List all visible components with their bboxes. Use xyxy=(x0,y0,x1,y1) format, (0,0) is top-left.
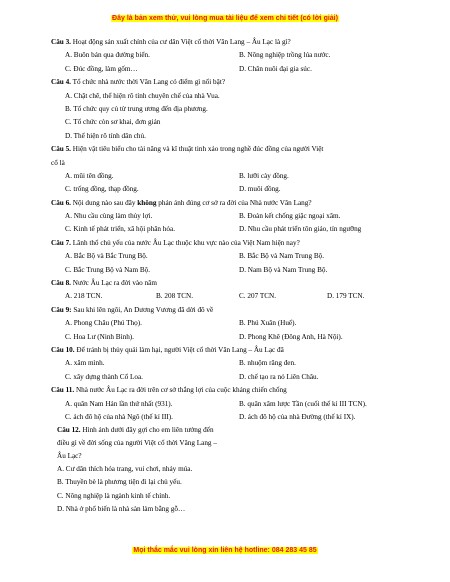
option-d: D. chế tạo ra nỏ Liên Châu. xyxy=(239,372,319,381)
question-6 xyxy=(51,197,391,210)
options-row xyxy=(51,411,391,424)
option-b: B. Tổ chức quy củ từ trung ương đến địa phương. xyxy=(65,104,208,113)
option-c: C. ách đô hộ của nhà Ngô (thế kỉ III). xyxy=(65,412,173,421)
question-3 xyxy=(51,36,391,49)
question-number: Câu 7. xyxy=(51,238,71,247)
question-8 xyxy=(51,277,391,290)
question-number: Câu 8. xyxy=(51,279,71,288)
question-11 xyxy=(51,384,391,397)
document-body xyxy=(51,36,391,517)
question-text: Nhà nước Âu Lạc ra đời trên cơ sở thắng lợi của cuộc kháng chiến chống xyxy=(74,386,287,395)
option-d: D. Nhu cầu phát triển tôn giáo, tín ngưỡng xyxy=(239,225,362,234)
question-number: Câu 11. xyxy=(51,386,75,395)
options-row xyxy=(51,331,391,344)
options-row xyxy=(51,290,391,303)
question-text: Tổ chức nhà nước thời Văn Lang có điểm gì nổi bật? xyxy=(70,78,226,87)
options-row xyxy=(51,63,391,76)
question-number: Câu 3. xyxy=(51,38,71,46)
question-number: Câu 6. xyxy=(51,198,71,207)
option-c: C. Bắc Trung Bộ và Nam Bộ. xyxy=(65,265,151,274)
option-a: A. 218 TCN. xyxy=(65,292,103,301)
option-b: B. Bắc Bộ và Nam Trung Bộ. xyxy=(239,252,325,261)
question-12 xyxy=(51,424,223,463)
question-text: Hoạt động sản xuất chính của cư dân Việt cổ thời Văn Lang – Âu Lạc là gì? xyxy=(70,38,291,46)
emphasis-word: không xyxy=(137,198,157,207)
options-row xyxy=(51,317,391,330)
options-row xyxy=(51,371,391,384)
hotline-banner xyxy=(0,546,450,555)
option-a: A. quân Nam Hán lần thứ nhất (931). xyxy=(65,399,173,408)
options-row xyxy=(51,250,391,263)
option-d: D. Nhà ở phổ biến là nhà sàn làm bằng gỗ… xyxy=(57,505,186,514)
hotline-text: Mọi thắc mắc vui lòng xin liên hệ hotline: 084 283 45 85 xyxy=(133,547,317,554)
option-b: B. lưỡi cày đồng. xyxy=(239,171,289,180)
option-c: C. Nông nghiệp là ngành kinh tế chính. xyxy=(57,491,171,500)
option-b: B. 208 TCN. xyxy=(156,292,194,301)
question-5 xyxy=(51,143,391,156)
question-number: Câu 12. xyxy=(57,426,81,435)
option-c: C. Tổ chức còn sơ khai, đơn giản xyxy=(65,118,161,127)
option-d: D. 179 TCN. xyxy=(327,292,365,301)
option-a: A. Cư dân thích hóa trang, vui chơi, nhảy múa. xyxy=(57,465,193,474)
question-text: Nước Âu Lạc ra đời vào năm xyxy=(70,279,157,288)
option-a: A. Bắc Bộ và Bắc Trung Bộ. xyxy=(65,252,148,261)
question-text: Hiện vật tiêu biểu cho tài năng và kĩ thuật tinh xảo trong nghề đúc đồng của người Việt xyxy=(70,145,324,154)
preview-notice-text: Đây là bản xem thử, vui lòng mua tài liệu để xem chi tiết (có lời giải) xyxy=(112,15,338,22)
options-row xyxy=(51,223,391,236)
option-b: B. Đoàn kết chống giặc ngoại xâm. xyxy=(239,212,341,221)
options-row xyxy=(51,357,391,370)
options-row xyxy=(51,183,391,196)
question-number: Câu 5. xyxy=(51,145,71,154)
option-a: A. Buôn bán qua đường biển. xyxy=(65,51,150,60)
options-row xyxy=(51,49,391,62)
option-a: A. Nhu cầu cùng làm thủy lợi. xyxy=(65,212,153,221)
option-c: C. Hoa Lư (Ninh Bình). xyxy=(65,332,134,341)
option-c: C. 207 TCN. xyxy=(239,292,277,301)
question-text: Để tránh bị thủy quái làm hại, người Việt cổ thời Văn Lang – Âu Lạc đã xyxy=(74,345,284,354)
option-a: A. xăm mình. xyxy=(65,359,105,368)
question-text: Sau khi lên ngôi, An Dương Vương đã dời đô về xyxy=(71,305,214,314)
option-d: D. Thể hiện rõ tính dân chủ. xyxy=(65,131,146,140)
question-text: Nội dung nào sau đây xyxy=(70,198,138,207)
question-9 xyxy=(51,304,391,317)
question-text: Hình ảnh dưới đây gợi cho em liên tưởng đến điều gì về đời sống của người Việt cổ thời Văng Lang – Âu Lạc? xyxy=(57,426,217,461)
option-d: D. muôi đồng. xyxy=(239,185,281,194)
option-b: B. Thuyền bè là phương tiện đi lại chủ yếu. xyxy=(57,478,182,487)
option-d: D. Chăn nuôi đại gia súc. xyxy=(239,64,312,73)
options-row xyxy=(51,264,391,277)
option-d: D. ách đô hộ của nhà Đường (thế kỉ IX). xyxy=(239,412,356,421)
option-c: C. Đúc đồng, làm gốm… xyxy=(65,64,138,73)
preview-notice-banner xyxy=(0,14,450,23)
option-c: C. xây dựng thành Cổ Loa. xyxy=(65,372,143,381)
question-text-continued: cổ là xyxy=(51,158,65,167)
option-b: B. nhuộm răng đen. xyxy=(239,359,296,368)
option-b: B. Phú Xuân (Huế). xyxy=(239,319,297,328)
question-4 xyxy=(51,76,391,89)
question-text: Lãnh thổ chủ yếu của nước Âu Lạc thuộc khu vực nào của Việt Nam hiện nay? xyxy=(70,238,300,247)
option-a: A. Phong Châu (Phú Thọ). xyxy=(65,319,142,328)
question-7 xyxy=(51,237,391,250)
option-c: C. Kinh tế phát triển, xã hội phân hóa. xyxy=(65,225,175,234)
question-number: Câu 4. xyxy=(51,78,71,87)
question-10 xyxy=(51,344,391,357)
option-b: B. Nông nghiệp trồng lúa nước. xyxy=(239,51,331,60)
question-text: phản ánh đúng cơ sở ra đời của Nhà nước Văn Lang? xyxy=(156,198,312,207)
question-number: Câu 9: xyxy=(51,305,72,314)
question-number: Câu 10. xyxy=(51,345,75,354)
options-row xyxy=(51,398,391,411)
option-c: C. trống đồng, thạp đồng. xyxy=(65,185,139,194)
option-d: D. Phong Khê (Đông Anh, Hà Nội). xyxy=(239,332,343,341)
options-row xyxy=(51,170,391,183)
option-d: D. Nam Bộ và Nam Trung Bộ. xyxy=(239,265,328,274)
option-a: A. mũi tên đồng. xyxy=(65,171,114,180)
option-b: B. quân xâm lược Tần (cuối thế kỉ III TCN). xyxy=(239,399,367,408)
options-row xyxy=(51,210,391,223)
option-a: A. Chặt chẽ, thể hiện rõ tính chuyên chế của nhà Vua. xyxy=(65,91,220,100)
